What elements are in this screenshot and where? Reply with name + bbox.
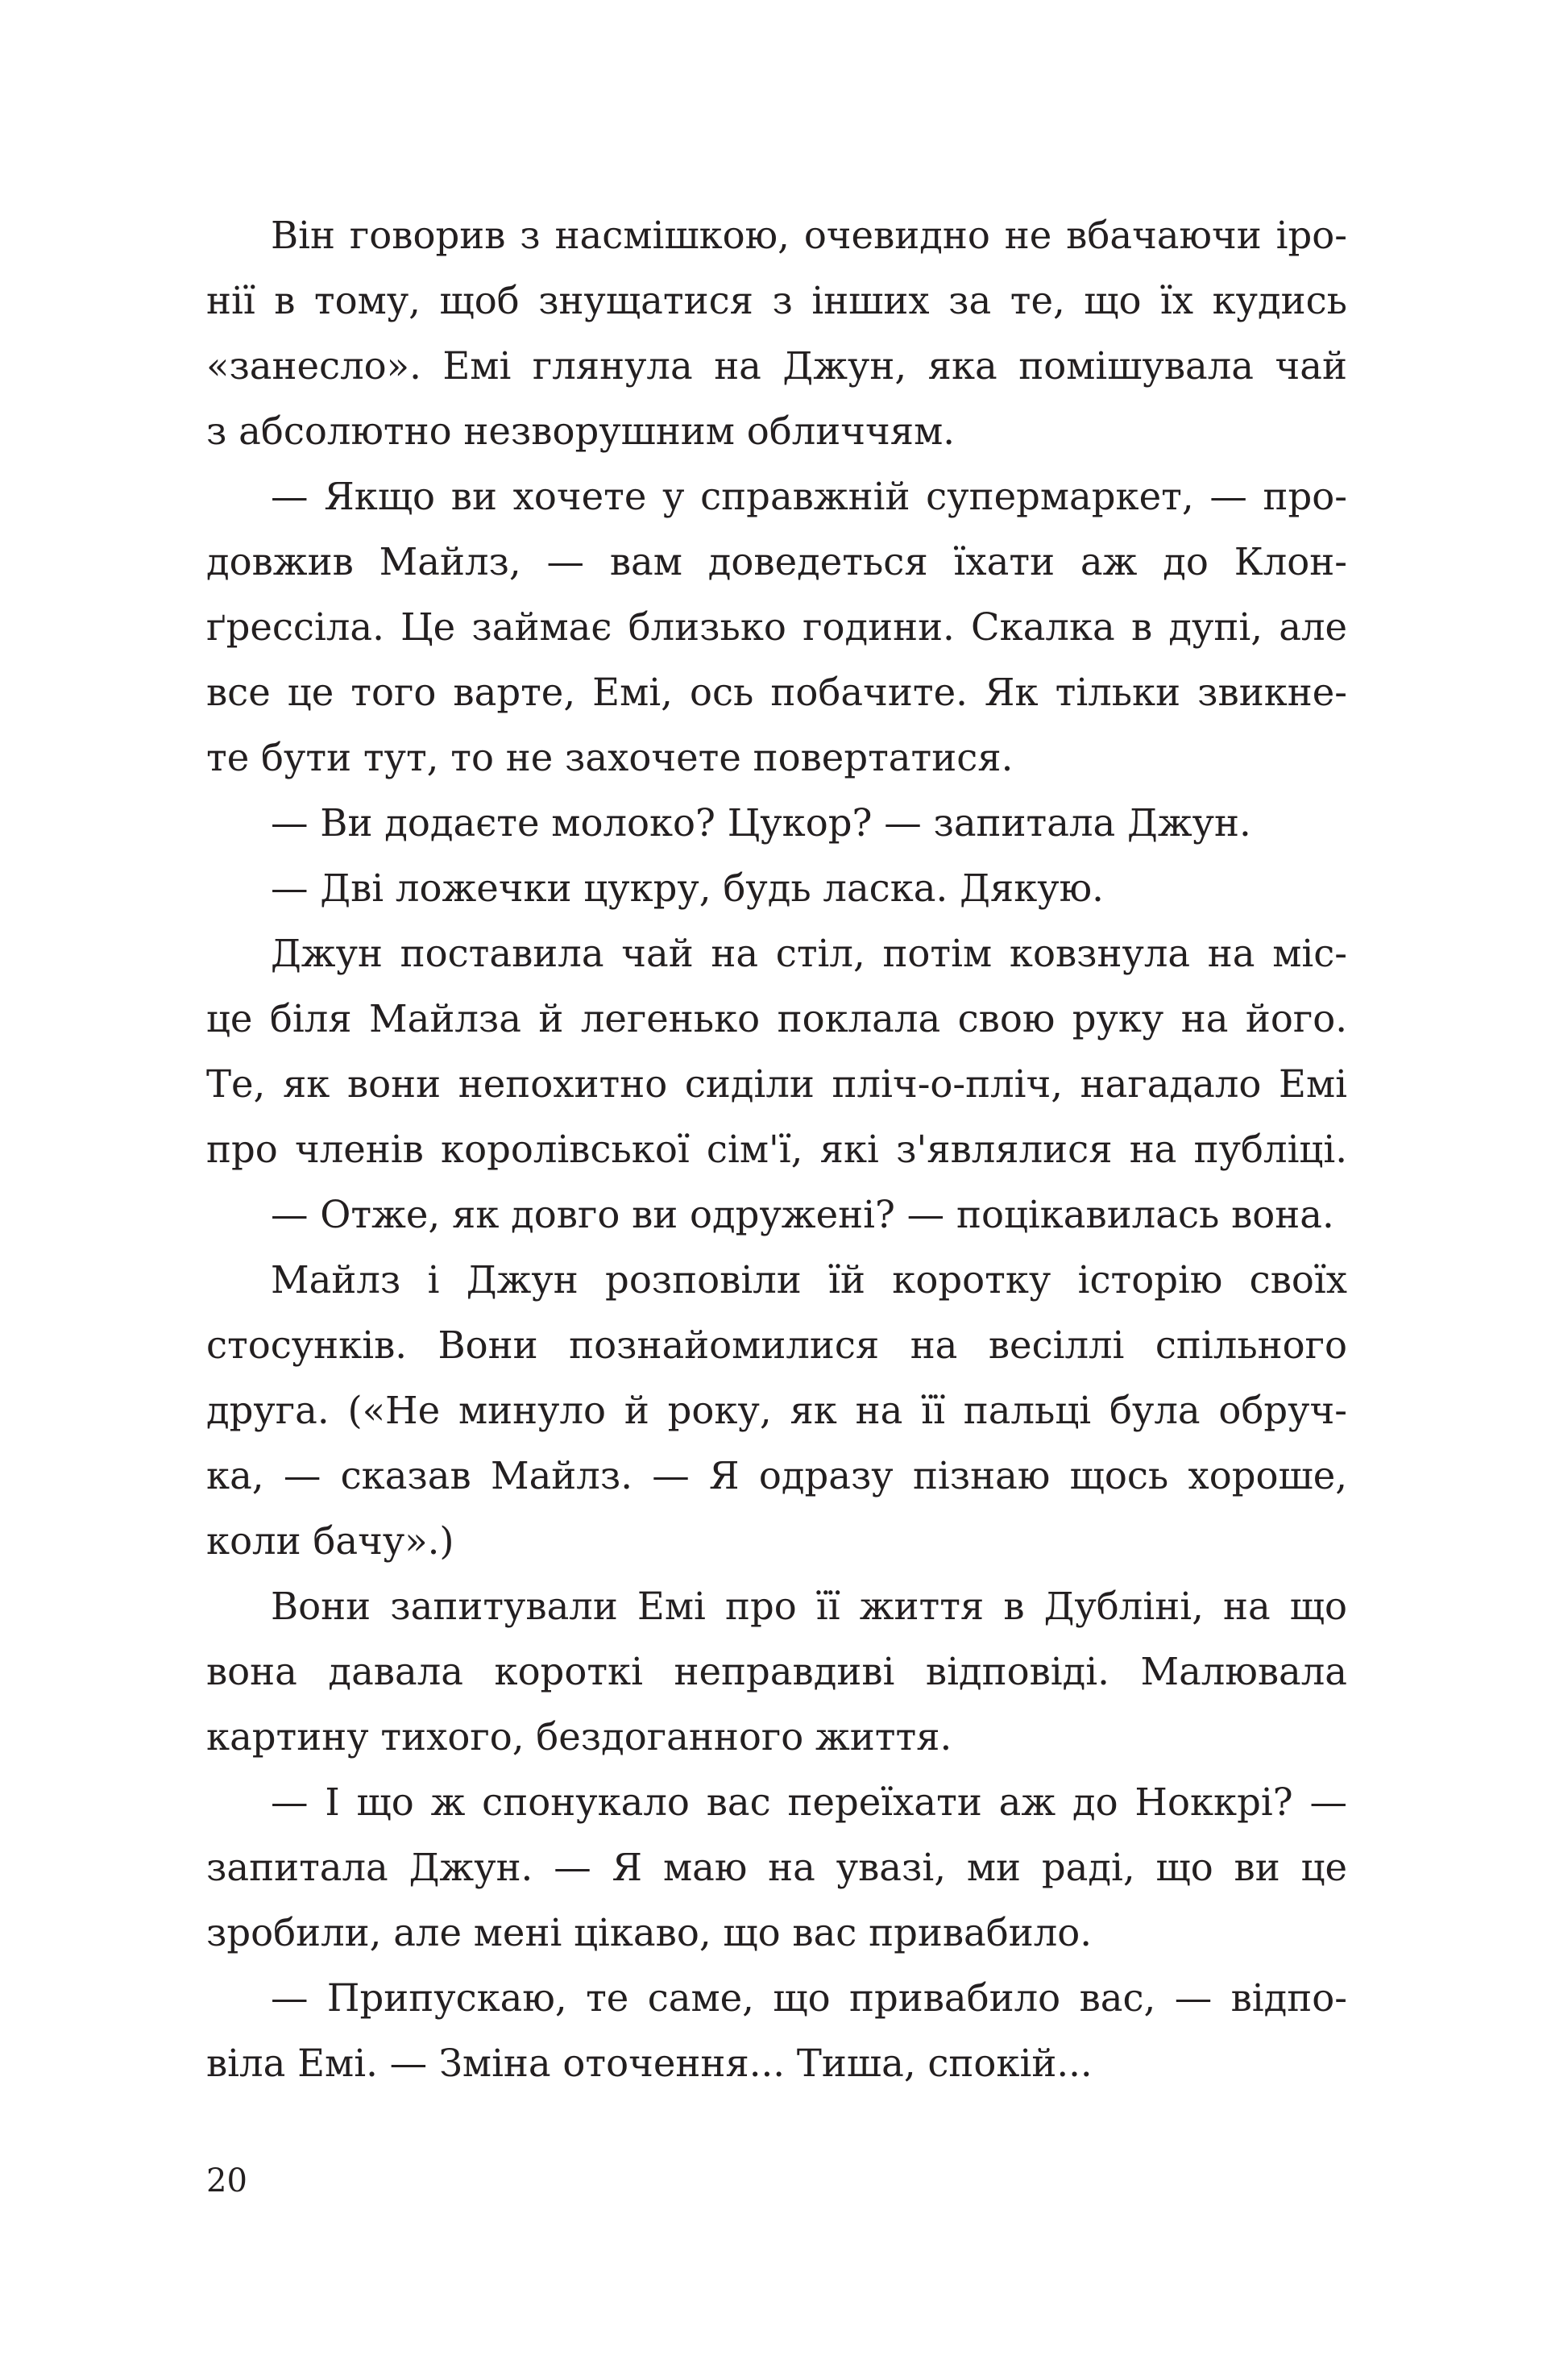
paragraph (206, 856, 1347, 921)
text-line: «занесло». Емі глянула на Джун, яка помішувала чай (206, 344, 1347, 388)
text-line: — Отже, як довго ви одружені? — поцікавилась вона. (271, 1193, 1334, 1236)
text-line: Вони запитували Емі про її життя в Дубліні, на що (271, 1585, 1347, 1628)
page-body (206, 203, 1347, 2096)
text-line: все це того варте, Емі, ось побачите. Як тільки звикне- (206, 671, 1347, 714)
text-line: Він говорив з насмішкою, очевидно не вбачаючи іро- (271, 214, 1347, 257)
text-line: ка, — сказав Майлз. — Я одразу пізнаю щось хороше, (206, 1454, 1347, 1497)
text-line: те бути тут, то не захочете повертатися. (206, 736, 1014, 779)
text-line: друга. («Не минуло й року, як на її пальці була обруч- (206, 1389, 1347, 1432)
paragraph (206, 1966, 1347, 2096)
text-line: запитала Джун. — Я маю на увазі, ми раді, що ви це (206, 1846, 1347, 1889)
text-line: це біля Майлза й легенько поклала свою руку на його. (206, 997, 1347, 1040)
text-line: Те, як вони непохитно сиділи пліч-о-пліч, нагадало Емі (206, 1062, 1347, 1106)
text-line: нії в тому, щоб знущатися з інших за те, що їх кудись (206, 279, 1347, 322)
paragraph (206, 921, 1347, 1182)
text-line: віла Емі. — Зміна оточення... Тиша, спокій... (206, 2041, 1093, 2085)
paragraph (206, 464, 1347, 791)
text-line: коли бачу».) (206, 1519, 454, 1563)
text-line: вона давала короткі неправдиві відповіді. Малювала (206, 1650, 1347, 1693)
text-line: — І що ж спонукало вас переїхати аж до Ноккрі? — (271, 1780, 1347, 1824)
text-line: — Дві ложечки цукру, будь ласка. Дякую. (271, 866, 1104, 910)
paragraph (206, 1574, 1347, 1770)
paragraph (206, 1770, 1347, 1966)
text-line: — Ви додаєте молоко? Цукор? — запитала Джун. (271, 801, 1251, 845)
paragraph (206, 203, 1347, 464)
text-line: з абсолютно незворушним обличчям. (206, 409, 956, 453)
text-line: картину тихого, бездоганного життя. (206, 1715, 952, 1759)
paragraph (206, 1248, 1347, 1574)
text-line: стосунків. Вони познайомилися на весіллі спільного (206, 1323, 1347, 1367)
text-line: — Якщо ви хочете у справжній супермаркет, — про- (271, 475, 1347, 518)
page-number: 20 (206, 2162, 247, 2199)
text-line: Майлз і Джун розповіли їй коротку історію своїх (271, 1258, 1347, 1302)
text-line: про членів королівської сім'ї, які з'являлися на публіці. (206, 1128, 1347, 1171)
paragraph (206, 791, 1347, 856)
text-line: Джун поставила чай на стіл, потім ковзнула на міс- (271, 932, 1347, 975)
text-line: довжив Майлз, — вам доведеться їхати аж до Клон- (206, 540, 1347, 584)
text-line: — Припускаю, те саме, що привабило вас, — відпо- (271, 1976, 1347, 2020)
paragraph (206, 1182, 1347, 1248)
text-line: ґрессіла. Це займає близько години. Скалка в дупі, але (206, 605, 1347, 649)
text-line: зробили, але мені цікаво, що вас привабило. (206, 1911, 1093, 1954)
